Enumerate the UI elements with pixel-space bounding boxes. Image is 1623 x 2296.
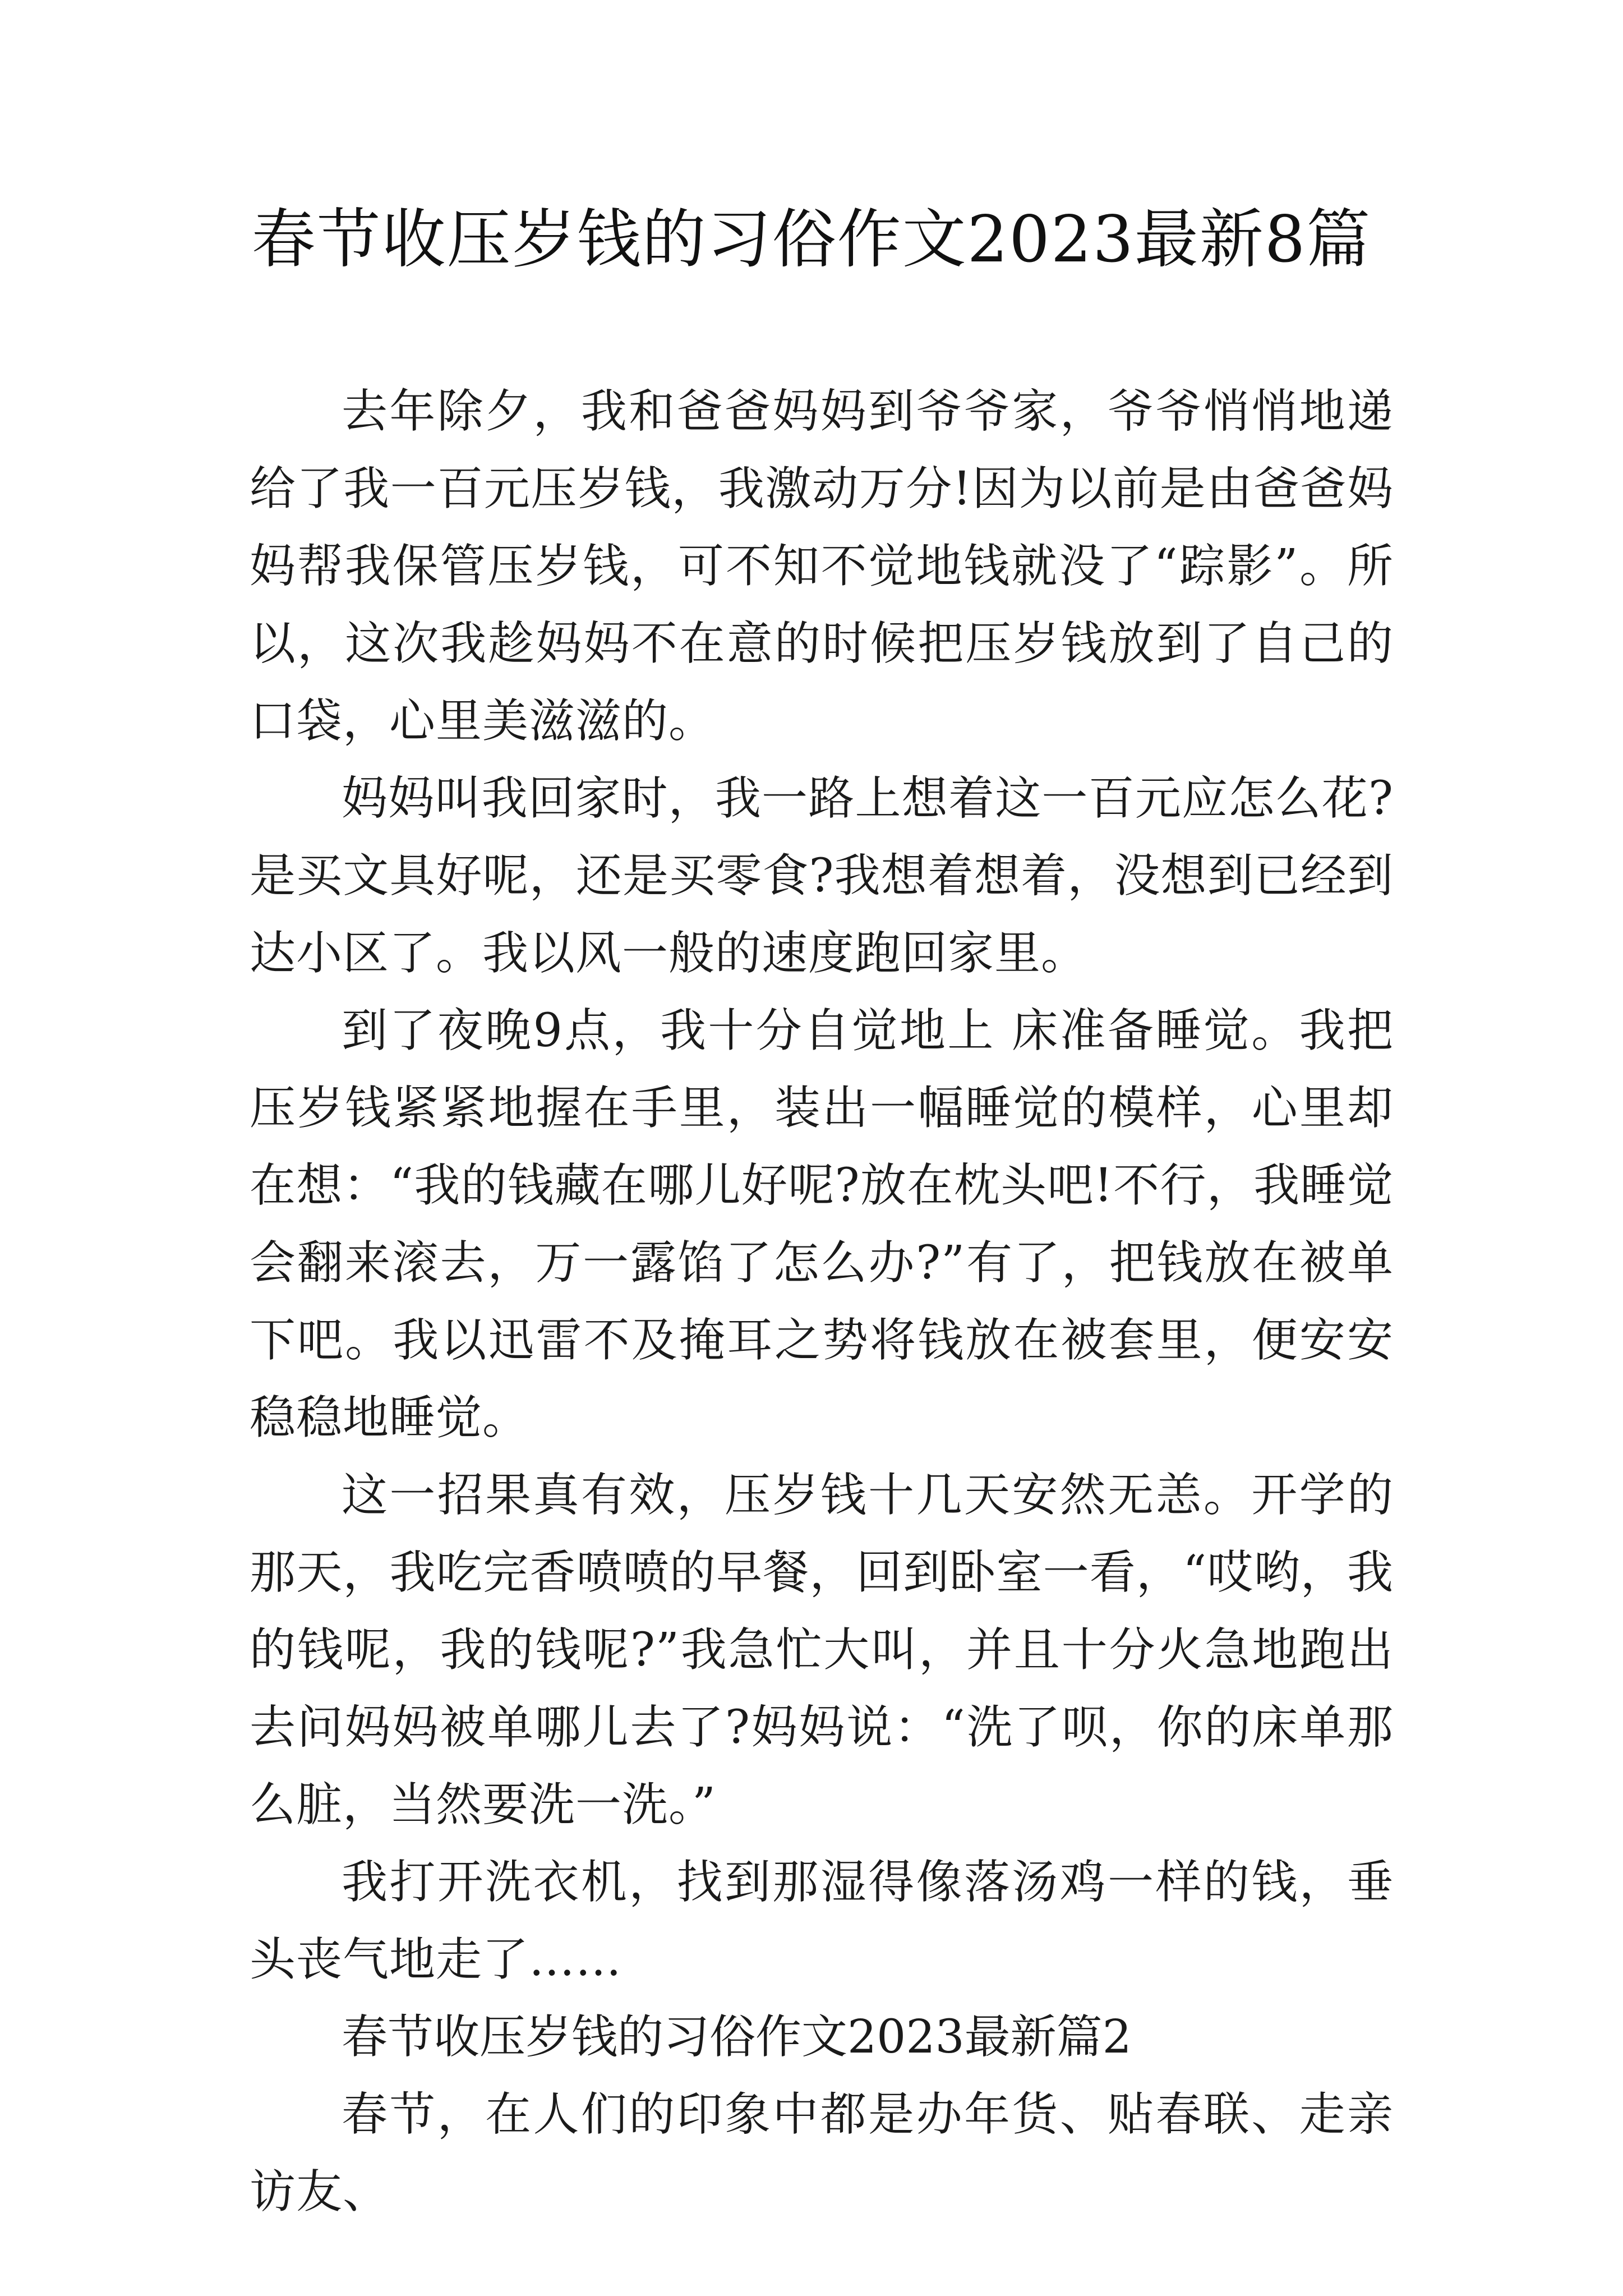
document-body — [250, 373, 1394, 2231]
paragraph-6: 春节，在人们的印象中都是办年货、贴春联、走亲访友、 — [250, 2088, 1394, 2219]
document-title: 春节收压岁钱的习俗作文2023最新8篇 — [251, 202, 1372, 277]
paragraph-4: 这一招果真有效，压岁钱十几天安然无恙。开学的那天，我吃完香喷喷的早餐，回到卧室一看，“哎哟，我的钱呢，我的钱呢?”我急忙大叫，并且十分火急地跑出去问妈妈被单哪儿去了?妈妈说：“洗了呗，你的床单那么脏，当然要洗一洗。” — [250, 1469, 1394, 1832]
paragraph-5: 我打开洗衣机，找到那湿得像落汤鸡一样的钱，垂头丧气地走了…… — [250, 1856, 1394, 1986]
section-heading-2: 春节收压岁钱的习俗作文2023最新篇2 — [342, 2010, 1132, 2064]
paragraph-3: 到了夜晚9点，我十分自觉地上 床准备睡觉。我把压岁钱紧紧地握在手里，装出一幅睡觉的模样，心里却在想：“我的钱藏在哪儿好呢?放在枕头吧!不行，我睡觉会翻来滚去，万一露馅了怎么办?”有了，把钱放在被单下吧。我以迅雷不及掩耳之势将钱放在被套里，便安安稳稳地睡觉。 — [250, 1004, 1394, 1444]
paragraph-1: 去年除夕，我和爸爸妈妈到爷爷家，爷爷悄悄地递给了我一百元压岁钱，我激动万分!因为以前是由爸爸妈妈帮我保管压岁钱，可不知不觉地钱就没了“踪影”。所以，这次我趁妈妈不在意的时候把压岁钱放到了自己的口袋，心里美滋滋的。 — [250, 385, 1394, 748]
paragraph-2: 妈妈叫我回家时，我一路上想着这一百元应怎么花?是买文具好呢，还是买零食?我想着想着，没想到已经到达小区了。我以风一般的速度跑回家里。 — [250, 772, 1394, 980]
